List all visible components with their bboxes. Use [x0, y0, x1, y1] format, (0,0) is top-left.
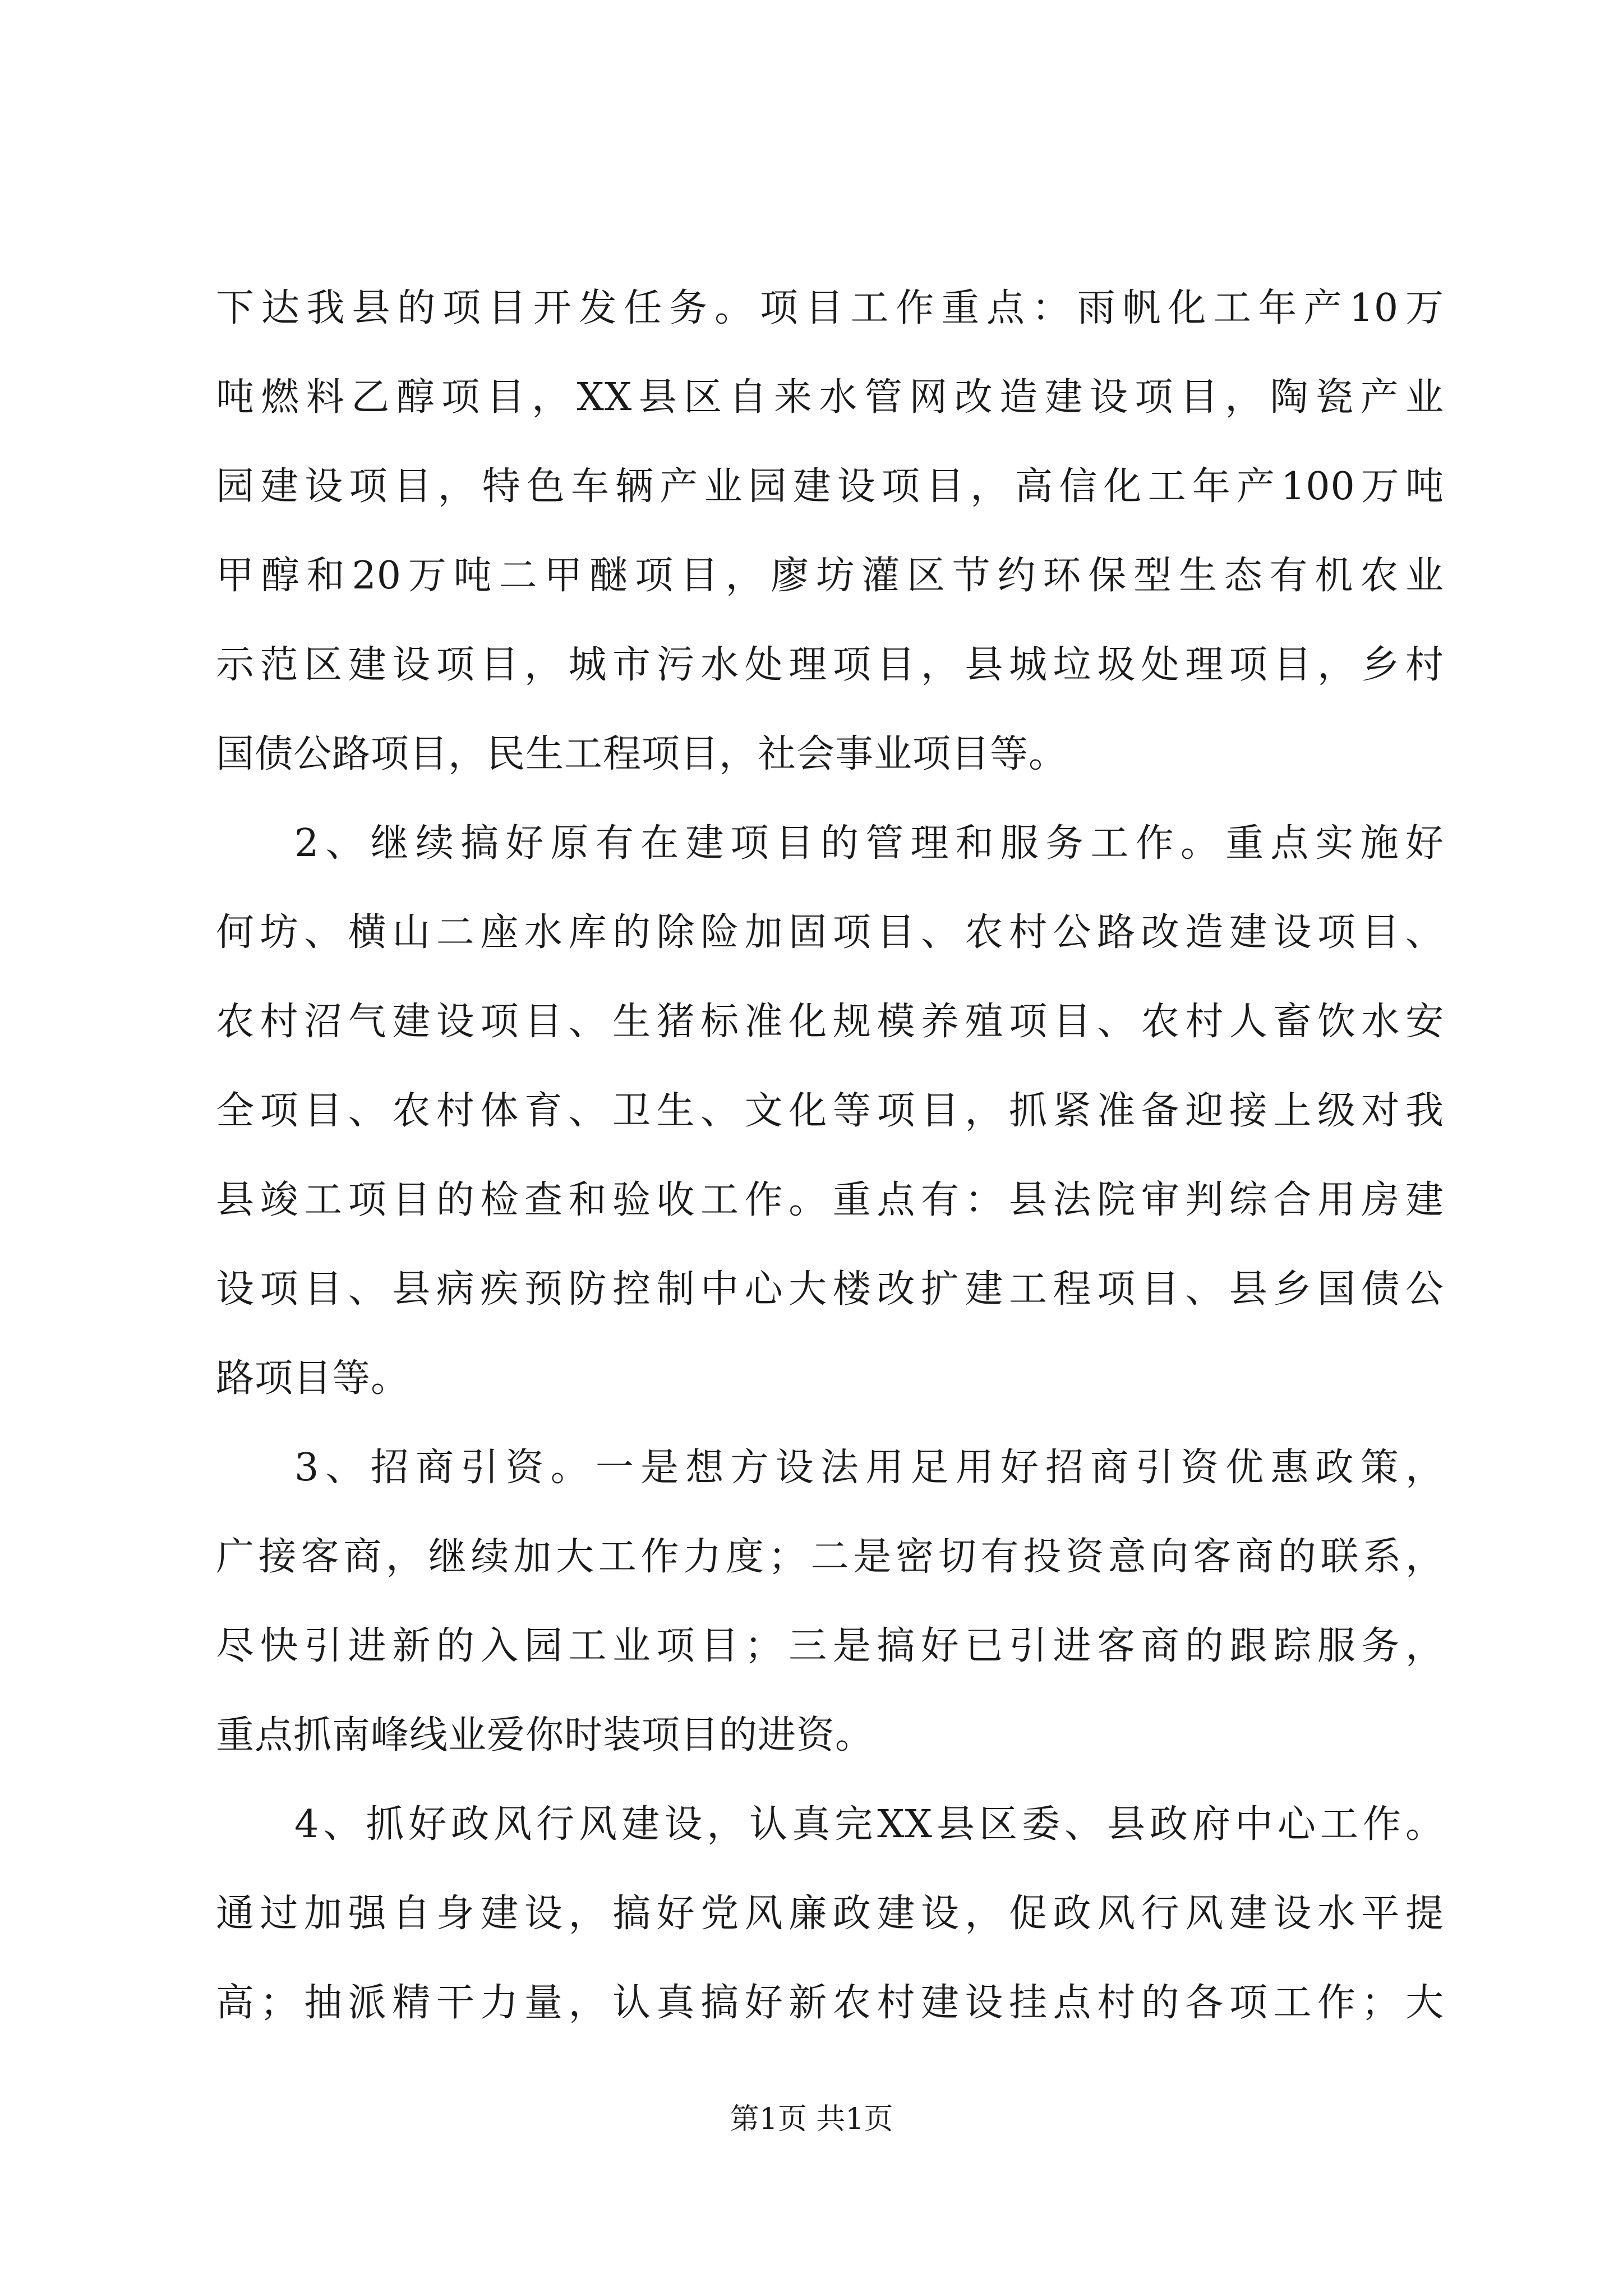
text-line: 农村沼气建设项目、生猪标准化规模养殖项目、农村人畜饮水安 — [216, 1000, 1444, 1044]
text-line: 广接客商，继续加大工作力度；二是密切有投资意向客商的联系， — [216, 1535, 1444, 1579]
body-text — [216, 264, 1444, 2047]
text-line: 3、招商引资。一是想方设法用足用好招商引资优惠政策， — [294, 1446, 1444, 1490]
text-line: 设项目、县病疾预防控制中心大楼改扩建工程项目、县乡国债公 — [216, 1267, 1444, 1312]
text-line: 高；抽派精干力量，认真搞好新农村建设挂点村的各项工作；大 — [216, 1981, 1444, 2025]
text-line: 通过加强自身建设，搞好党风廉政建设，促政风行风建设水平提 — [216, 1892, 1444, 1936]
text-line: 国债公路项目，民生工程项目，社会事业项目等。 — [216, 732, 1068, 776]
text-line: 园建设项目，特色车辆产业园建设项目，高信化工年产100万吨 — [216, 464, 1444, 509]
text-line: 4、抓好政风行风建设，认真完XX县区委、县政府中心工作。 — [294, 1802, 1444, 1847]
text-line: 何坊、横山二座水库的除险加固项目、农村公路改造建设项目、 — [216, 910, 1444, 955]
page-number-footer: 第1页 共1页 — [730, 2102, 893, 2136]
text-line: 下达我县的项目开发任务。项目工作重点：雨帆化工年产10万 — [216, 286, 1444, 330]
text-line: 县竣工项目的检查和验收工作。重点有：县法院审判综合用房建 — [216, 1178, 1444, 1222]
text-line: 吨燃料乙醇项目，XX县区自来水管网改造建设项目，陶瓷产业 — [216, 375, 1444, 420]
text-line: 甲醇和20万吨二甲醚项目，廖坊灌区节约环保型生态有机农业 — [216, 554, 1444, 598]
text-line: 路项目等。 — [216, 1356, 410, 1401]
text-line: 2、继续搞好原有在建项目的管理和服务工作。重点实施好 — [294, 821, 1444, 866]
text-line: 示范区建设项目，城市污水处理项目，县城垃圾处理项目，乡村 — [216, 643, 1444, 687]
text-line: 重点抓南峰线业爱你时装项目的进资。 — [216, 1713, 874, 1757]
text-line: 全项目、农村体育、卫生、文化等项目，抓紧准备迎接上级对我 — [216, 1089, 1444, 1133]
text-line: 尽快引进新的入园工业项目；三是搞好已引进客商的跟踪服务， — [216, 1624, 1444, 1668]
